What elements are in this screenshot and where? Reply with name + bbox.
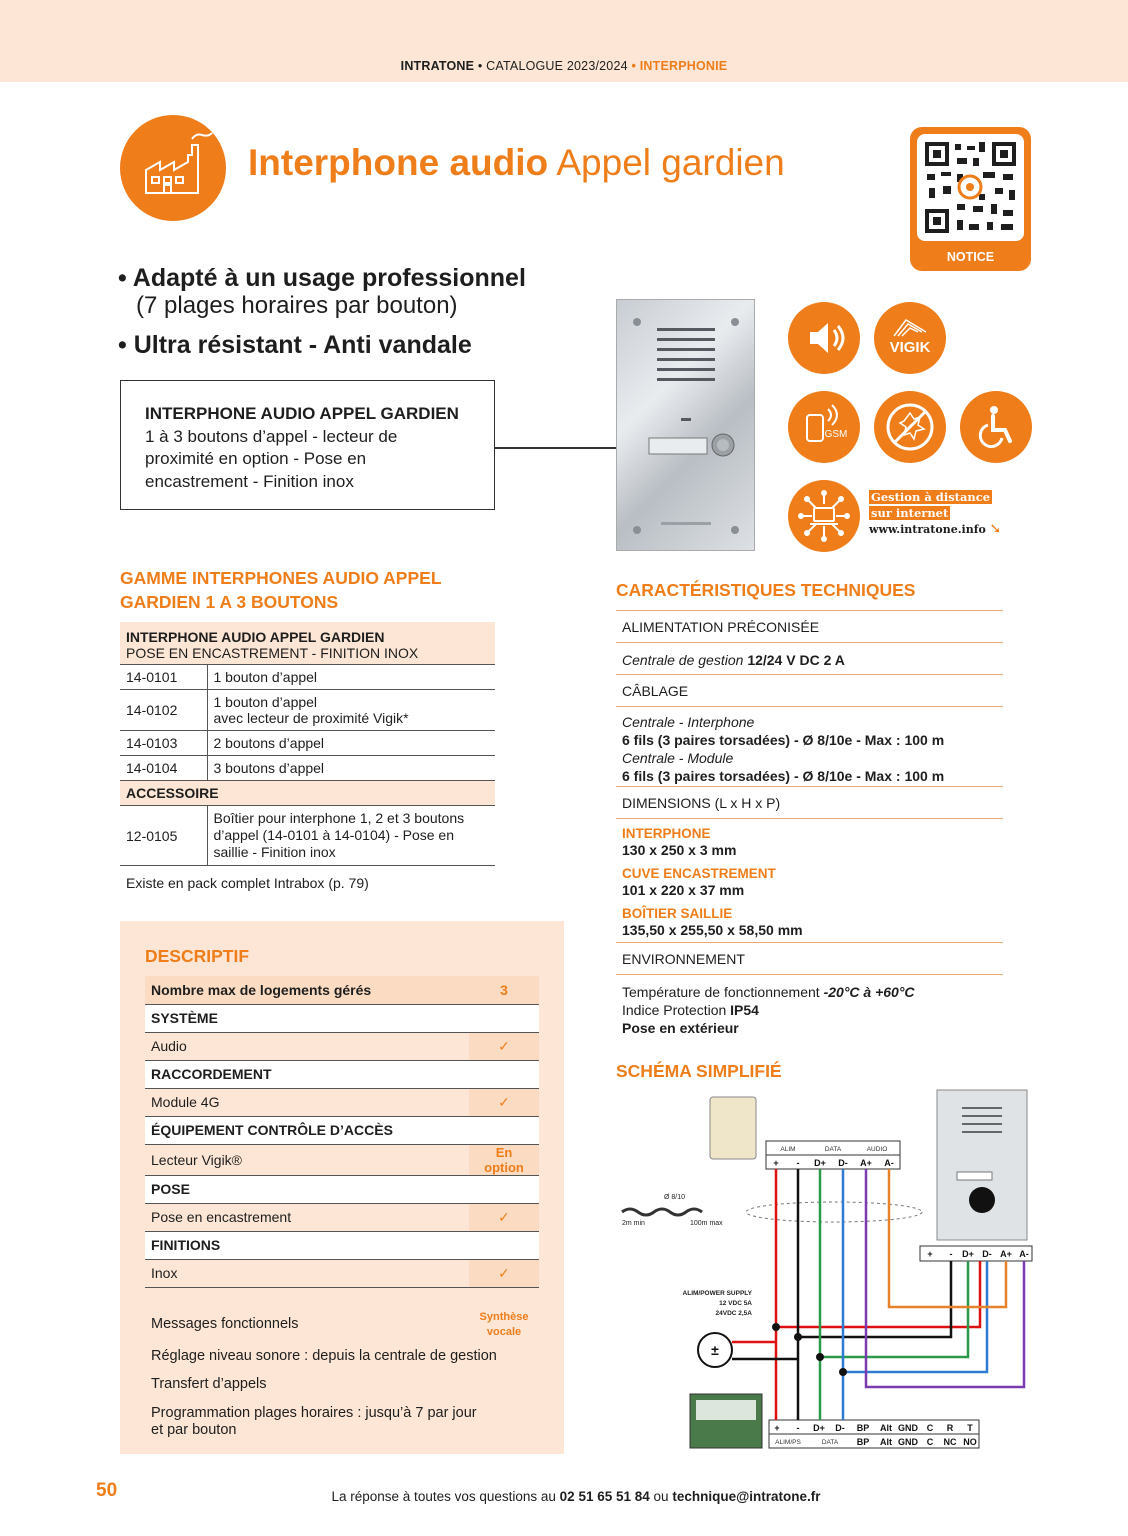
svg-text:D-: D-	[982, 1249, 992, 1259]
accessoire-header-row: ACCESSOIRE	[120, 781, 495, 806]
gamme-title: GAMME INTERPHONES AUDIO APPEL GARDIEN 1 A 3 BOUTONS	[120, 568, 442, 612]
wire-gauge: Ø 8/10	[664, 1194, 686, 1201]
table-row: Nombre max de logements gérés 3	[145, 976, 539, 1004]
tech-cablage-label: CÂBLAGE	[616, 675, 1003, 707]
gsm-text: GSM	[824, 429, 848, 440]
table-category-row: POSE	[145, 1175, 539, 1203]
accessibility-icon	[960, 391, 1032, 463]
svg-text:Alt: Alt	[880, 1437, 892, 1447]
messages-label: Messages fonctionnels	[151, 1316, 299, 1332]
pack-note: Existe en pack complet Intrabox (p. 79)	[126, 875, 369, 891]
tech-alim-label: ALIMENTATION PRÉCONISÉE	[616, 611, 1003, 643]
tech-environnement-values: Température de fonctionnement -20°C à +60°C Indice Protection IP54 Pose en extérieur	[622, 984, 915, 1036]
tech-dimensions-label: DIMENSIONS (L x H x P)	[616, 787, 1003, 819]
product-callout: INTERPHONE AUDIO APPEL GARDIEN 1 à 3 boutons d’appel - lecteur de proximité en option - Pose en encastrement - Finition inox	[120, 380, 495, 510]
qr-code[interactable]	[917, 134, 1024, 241]
svg-text:R: R	[946, 1423, 954, 1433]
transfert-line: Transfert d’appels	[151, 1376, 267, 1392]
page-title: Interphone audio Appel gardien	[248, 142, 785, 183]
table-row: 12-0105 Boîtier pour interphone 1, 2 et 3 boutons d’appel (14-0101 à 14-0104) - Pose en saillie - Finition inox	[120, 806, 495, 866]
psu-label: ALIM/POWER SUPPLY	[682, 1290, 752, 1297]
svg-text:C: C	[926, 1423, 934, 1433]
table-row: 14-0102 1 bouton d’appel avec lecteur de proximité Vigik*	[120, 690, 495, 731]
table-category-row: RACCORDEMENT	[145, 1060, 539, 1088]
tech-environnement-label: ENVIRONNEMENT	[616, 943, 1003, 975]
svg-text:D-: D-	[835, 1423, 845, 1433]
programmation-line: Programmation plages horaires : jusqu’à 7 par jour et par bouton	[151, 1405, 477, 1438]
tech-dimensions-values: INTERPHONE 130 x 250 x 3 mm CUVE ENCASTREMENT 101 x 220 x 37 mm BOÎTIER SAILLIE 135,50 x 255,50 x 58,50 mm	[616, 819, 1003, 943]
alim-label: ALIM	[780, 1146, 796, 1153]
table-category-row: ÉQUIPEMENT CONTRÔLE D’ACCÈS	[145, 1116, 539, 1144]
messages-value: Synthèse vocale	[479, 1311, 529, 1338]
svg-text:BP: BP	[856, 1437, 870, 1447]
bullet-anti-vandal: • Ultra résistant - Anti vandale	[118, 331, 472, 359]
bullet-professional-use-detail: (7 plages horaires par bouton)	[136, 292, 458, 319]
svg-text:A+: A+	[1000, 1249, 1012, 1259]
alimps-label: ALIM/PS	[775, 1439, 801, 1446]
cursor-icon: ➘	[989, 521, 1002, 537]
svg-text:BP: BP	[856, 1423, 870, 1433]
schema-title: SCHÉMA SIMPLIFIÉ	[616, 1061, 782, 1081]
reglage-line: Réglage niveau sonore : depuis la centrale de gestion	[151, 1348, 497, 1364]
svg-text:T: T	[967, 1423, 973, 1433]
speaker-icon	[788, 302, 860, 374]
anti-vandal-icon	[874, 391, 946, 463]
svg-text:Alt: Alt	[880, 1423, 892, 1433]
table-row: 14-0104 3 boutons d’appel	[120, 756, 495, 781]
data-bottom-label: DATA	[821, 1439, 839, 1446]
svg-text:D+: D+	[962, 1249, 974, 1259]
wiring-diagram	[612, 1087, 1042, 1462]
notice-label: NOTICE	[946, 250, 995, 264]
svg-text:A+: A+	[860, 1158, 872, 1168]
svg-text:GND: GND	[898, 1423, 918, 1433]
max-length: 100m max	[690, 1220, 723, 1227]
remote-management-note: Gestion à distance sur internet www.intratone.info ➘	[869, 490, 1002, 537]
svg-text:C: C	[926, 1437, 934, 1447]
svg-text:-: -	[796, 1158, 800, 1168]
phone-link[interactable]: 02 51 65 51 84	[559, 1489, 650, 1504]
table-row: Lecteur Vigik® En option	[145, 1144, 539, 1175]
gsm-icon	[788, 391, 860, 463]
table-row: 14-0103 2 boutons d’appel	[120, 731, 495, 756]
intercom-panel-photo	[616, 299, 755, 551]
svg-text:D+: D+	[813, 1423, 825, 1433]
page-number: 50	[96, 1480, 118, 1501]
remote-management-icon	[788, 480, 860, 552]
svg-text:A-: A-	[1019, 1249, 1029, 1259]
svg-text:±: ±	[711, 1342, 719, 1358]
tech-alim-value: Centrale de gestion 12/24 V DC 2 A	[616, 643, 1003, 675]
svg-text:A-: A-	[884, 1158, 894, 1168]
tech-cablage-values: Centrale - Interphone 6 fils (3 paires torsadées) - Ø 8/10e - Max : 100 m Centrale - Module 6 fils (3 paires torsadées) - Ø 8/10e - Max : 100 m	[616, 707, 1003, 787]
svg-text:D-: D-	[838, 1158, 848, 1168]
svg-text:GND: GND	[898, 1437, 918, 1447]
bullet-professional-use: • Adapté à un usage professionnel	[118, 264, 526, 292]
svg-text:+: +	[774, 1423, 780, 1433]
table-category-row: FINITIONS	[145, 1231, 539, 1259]
tech-title: CARACTÉRISTIQUES TECHNIQUES	[616, 580, 916, 600]
table-category-row: SYSTÈME	[145, 1004, 539, 1032]
table-row: Module 4G ✓	[145, 1088, 539, 1116]
svg-text:+: +	[773, 1158, 779, 1168]
svg-text:12 VDC 5A: 12 VDC 5A	[719, 1300, 752, 1307]
remote-url-link[interactable]: www.intratone.info	[869, 523, 986, 536]
header-breadcrumb: INTRATONE • CATALOGUE 2023/2024 • INTERPHONIE	[400, 59, 728, 73]
descriptif-title: DESCRIPTIF	[145, 946, 250, 966]
svg-text:+: +	[927, 1249, 933, 1259]
table-header-row: INTERPHONE AUDIO APPEL GARDIEN POSE EN ENCASTREMENT - FINITION INOX	[120, 622, 495, 665]
callout-leader-line	[495, 447, 617, 449]
svg-text:D+: D+	[814, 1158, 826, 1168]
footer-contact: La réponse à toutes vos questions au 02 51 65 51 84 ou technique@intratone.fr	[331, 1489, 821, 1504]
email-link[interactable]: technique@intratone.fr	[672, 1489, 821, 1504]
svg-text:-: -	[796, 1423, 800, 1433]
no-label: NO	[963, 1437, 977, 1447]
descriptif-table	[145, 976, 539, 1288]
vigik-text: VIGIK	[889, 339, 931, 356]
table-row: Audio ✓	[145, 1032, 539, 1060]
factory-icon	[120, 115, 226, 221]
vigik-icon	[874, 302, 946, 374]
min-length: 2m min	[622, 1220, 645, 1227]
gamme-table	[120, 622, 495, 866]
table-row: Inox ✓	[145, 1259, 539, 1287]
svg-text:-: -	[949, 1249, 953, 1259]
data-label: DATA	[824, 1146, 842, 1153]
table-row: 14-0101 1 bouton d’appel	[120, 665, 495, 690]
table-row: Pose en encastrement ✓	[145, 1203, 539, 1231]
svg-text:NC: NC	[943, 1437, 957, 1447]
audio-label: AUDIO	[866, 1146, 888, 1153]
svg-text:24VDC 2,5A: 24VDC 2,5A	[715, 1310, 752, 1317]
